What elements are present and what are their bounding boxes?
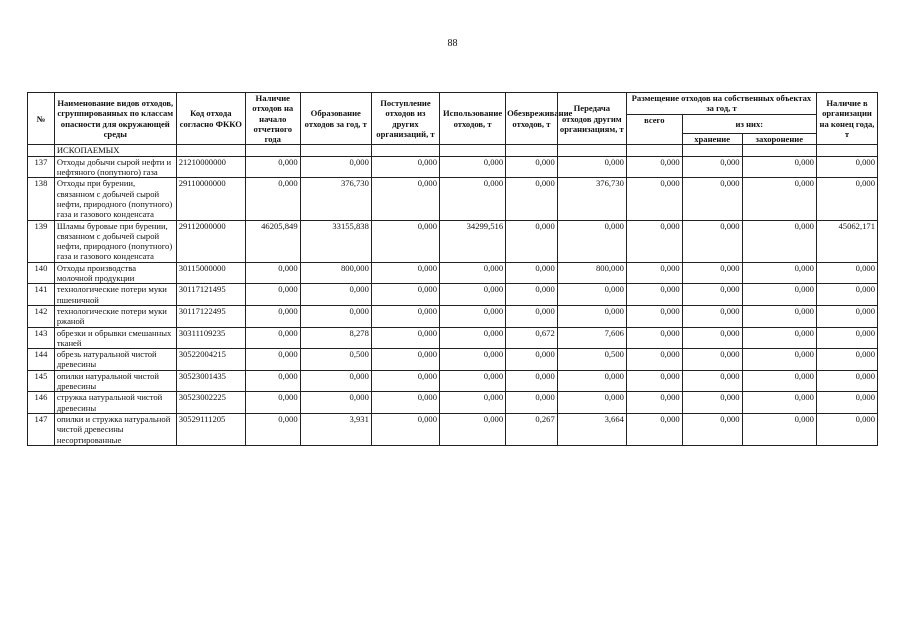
burial-amount: 0,000 <box>742 327 816 349</box>
placement-total: 0,000 <box>626 392 682 414</box>
placement-total: 0,000 <box>626 156 682 178</box>
table-row <box>28 220 878 262</box>
placement-total: 0,000 <box>626 262 682 284</box>
transferred-amount: 7,606 <box>557 327 626 349</box>
formed-amount: 33155,838 <box>300 220 371 262</box>
neutralized-amount: 0,000 <box>506 284 558 306</box>
placement-total: 0,000 <box>626 284 682 306</box>
placement-total: 0,000 <box>626 220 682 262</box>
fkko-code: 30117122495 <box>176 305 245 327</box>
table-cell <box>300 145 371 156</box>
end-amount: 0,000 <box>816 178 877 220</box>
fkko-code: 30529111205 <box>176 413 245 445</box>
received-amount: 0,000 <box>371 305 439 327</box>
formed-amount: 0,000 <box>300 392 371 414</box>
burial-amount: 0,000 <box>742 262 816 284</box>
transferred-amount: 0,000 <box>557 305 626 327</box>
header-formed: Образование отходов за год, т <box>300 93 371 145</box>
row-number: 147 <box>28 413 55 445</box>
received-amount: 0,000 <box>371 156 439 178</box>
used-amount: 0,000 <box>440 284 506 306</box>
header-code: Код отхода согласно ФККО <box>176 93 245 145</box>
waste-name: обрезки и обрывки смешанных тканей <box>54 327 176 349</box>
fkko-code: 30523002225 <box>176 392 245 414</box>
end-amount: 0,000 <box>816 305 877 327</box>
carry-over-text: ИСКОПАЕМЫХ <box>54 145 176 156</box>
neutralized-amount: 0,672 <box>506 327 558 349</box>
table-cell <box>742 145 816 156</box>
waste-name: обрезь натуральной чистой древесины <box>54 349 176 371</box>
waste-name: Шламы буровые при бурении, связанном с добычей сырой нефти, природного (попутного) газа и газового конденсата <box>54 220 176 262</box>
received-amount: 0,000 <box>371 284 439 306</box>
fkko-code: 30523001435 <box>176 370 245 392</box>
row-number: 144 <box>28 349 55 371</box>
storage-amount: 0,000 <box>682 156 742 178</box>
header-burial: захоронение <box>742 134 816 145</box>
fkko-code: 30522004215 <box>176 349 245 371</box>
transferred-amount: 376,730 <box>557 178 626 220</box>
row-number: 138 <box>28 178 55 220</box>
transferred-amount: 0,000 <box>557 284 626 306</box>
table-row <box>28 305 878 327</box>
formed-amount: 0,000 <box>300 305 371 327</box>
header-end: Наличие в организации на конец года, т <box>816 93 877 145</box>
table-row <box>28 178 878 220</box>
neutralized-amount: 0,000 <box>506 156 558 178</box>
transferred-amount: 0,500 <box>557 349 626 371</box>
formed-amount: 376,730 <box>300 178 371 220</box>
end-amount: 0,000 <box>816 156 877 178</box>
table-cell <box>626 145 682 156</box>
header-transferred: Передача отходов другим организациям, т <box>557 93 626 145</box>
received-amount: 0,000 <box>371 413 439 445</box>
received-amount: 0,000 <box>371 392 439 414</box>
header-storage: хранение <box>682 134 742 145</box>
fkko-code: 29110000000 <box>176 178 245 220</box>
start-amount: 0,000 <box>245 327 300 349</box>
start-amount: 0,000 <box>245 156 300 178</box>
neutralized-amount: 0,267 <box>506 413 558 445</box>
end-amount: 45062,171 <box>816 220 877 262</box>
end-amount: 0,000 <box>816 284 877 306</box>
used-amount: 0,000 <box>440 156 506 178</box>
transferred-amount: 0,000 <box>557 392 626 414</box>
formed-amount: 8,278 <box>300 327 371 349</box>
storage-amount: 0,000 <box>682 370 742 392</box>
start-amount: 46205,849 <box>245 220 300 262</box>
table-cell <box>506 145 558 156</box>
row-number: 141 <box>28 284 55 306</box>
waste-name: Отходы добычи сырой нефти и нефтяного (попутного) газа <box>54 156 176 178</box>
formed-amount: 0,000 <box>300 284 371 306</box>
neutralized-amount: 0,000 <box>506 392 558 414</box>
storage-amount: 0,000 <box>682 178 742 220</box>
table-row <box>28 327 878 349</box>
formed-amount: 0,500 <box>300 349 371 371</box>
table-cell <box>176 145 245 156</box>
fkko-code: 30117121495 <box>176 284 245 306</box>
header-name: Наименование видов отходов, сгруппированных по классам опасности для окружающей среды <box>54 93 176 145</box>
storage-amount: 0,000 <box>682 262 742 284</box>
start-amount: 0,000 <box>245 392 300 414</box>
table-row <box>28 156 878 178</box>
burial-amount: 0,000 <box>742 305 816 327</box>
used-amount: 0,000 <box>440 413 506 445</box>
waste-name: стружка натуральной чистой древесины <box>54 392 176 414</box>
row-number: 145 <box>28 370 55 392</box>
used-amount: 0,000 <box>440 262 506 284</box>
received-amount: 0,000 <box>371 349 439 371</box>
start-amount: 0,000 <box>245 178 300 220</box>
transferred-amount: 800,000 <box>557 262 626 284</box>
start-amount: 0,000 <box>245 413 300 445</box>
burial-amount: 0,000 <box>742 178 816 220</box>
table-row <box>28 349 878 371</box>
storage-amount: 0,000 <box>682 305 742 327</box>
header-total: всего <box>626 114 682 145</box>
received-amount: 0,000 <box>371 370 439 392</box>
neutralized-amount: 0,000 <box>506 178 558 220</box>
row-number: 143 <box>28 327 55 349</box>
header-num: № <box>28 93 55 145</box>
neutralized-amount: 0,000 <box>506 349 558 371</box>
table-cell <box>371 145 439 156</box>
placement-total: 0,000 <box>626 327 682 349</box>
waste-name: технологические потери муки пшеничной <box>54 284 176 306</box>
storage-amount: 0,000 <box>682 392 742 414</box>
fkko-code: 30115000000 <box>176 262 245 284</box>
header-start: Наличие отходов на начало отчетного года <box>245 93 300 145</box>
table-cell <box>28 145 55 156</box>
used-amount: 0,000 <box>440 392 506 414</box>
start-amount: 0,000 <box>245 305 300 327</box>
start-amount: 0,000 <box>245 262 300 284</box>
row-number: 142 <box>28 305 55 327</box>
storage-amount: 0,000 <box>682 284 742 306</box>
end-amount: 0,000 <box>816 392 877 414</box>
carry-over-row <box>28 145 878 156</box>
start-amount: 0,000 <box>245 349 300 371</box>
end-amount: 0,000 <box>816 262 877 284</box>
used-amount: 0,000 <box>440 349 506 371</box>
used-amount: 0,000 <box>440 327 506 349</box>
waste-name: технологические потери муки ржаной <box>54 305 176 327</box>
header-used: Использование отходов, т <box>440 93 506 145</box>
table-row <box>28 370 878 392</box>
formed-amount: 0,000 <box>300 156 371 178</box>
header-of-them: из них: <box>682 114 816 134</box>
table-row <box>28 262 878 284</box>
burial-amount: 0,000 <box>742 392 816 414</box>
used-amount: 0,000 <box>440 370 506 392</box>
formed-amount: 3,931 <box>300 413 371 445</box>
fkko-code: 30311109235 <box>176 327 245 349</box>
row-number: 137 <box>28 156 55 178</box>
table-row <box>28 392 878 414</box>
header-placement: Размещение отходов на собственных объектах за год, т <box>626 93 816 115</box>
storage-amount: 0,000 <box>682 349 742 371</box>
placement-total: 0,000 <box>626 349 682 371</box>
start-amount: 0,000 <box>245 370 300 392</box>
start-amount: 0,000 <box>245 284 300 306</box>
received-amount: 0,000 <box>371 220 439 262</box>
neutralized-amount: 0,000 <box>506 220 558 262</box>
row-number: 140 <box>28 262 55 284</box>
table-cell <box>245 145 300 156</box>
neutralized-amount: 0,000 <box>506 370 558 392</box>
fkko-code: 21210000000 <box>176 156 245 178</box>
end-amount: 0,000 <box>816 327 877 349</box>
formed-amount: 800,000 <box>300 262 371 284</box>
transferred-amount: 0,000 <box>557 220 626 262</box>
storage-amount: 0,000 <box>682 220 742 262</box>
formed-amount: 0,000 <box>300 370 371 392</box>
transferred-amount: 0,000 <box>557 370 626 392</box>
placement-total: 0,000 <box>626 305 682 327</box>
placement-total: 0,000 <box>626 413 682 445</box>
burial-amount: 0,000 <box>742 284 816 306</box>
burial-amount: 0,000 <box>742 413 816 445</box>
placement-total: 0,000 <box>626 178 682 220</box>
table-cell <box>557 145 626 156</box>
storage-amount: 0,000 <box>682 413 742 445</box>
waste-name: опилки натуральной чистой древесины <box>54 370 176 392</box>
burial-amount: 0,000 <box>742 156 816 178</box>
transferred-amount: 3,664 <box>557 413 626 445</box>
burial-amount: 0,000 <box>742 220 816 262</box>
waste-name: Отходы производства молочной продукции <box>54 262 176 284</box>
header-received: Поступление отходов из других организаций, т <box>371 93 439 145</box>
table-cell <box>682 145 742 156</box>
header-neutralized: Обезвреживание отходов, т <box>506 93 558 145</box>
placement-total: 0,000 <box>626 370 682 392</box>
used-amount: 0,000 <box>440 178 506 220</box>
page-number: 88 <box>447 38 458 49</box>
row-number: 139 <box>28 220 55 262</box>
neutralized-amount: 0,000 <box>506 262 558 284</box>
header-row <box>28 93 878 115</box>
table-row <box>28 413 878 445</box>
waste-name: Отходы при бурении, связанном с добычей сырой нефти, природного (попутного) газа и газового конденсата <box>54 178 176 220</box>
used-amount: 34299,516 <box>440 220 506 262</box>
fkko-code: 29112000000 <box>176 220 245 262</box>
burial-amount: 0,000 <box>742 370 816 392</box>
storage-amount: 0,000 <box>682 327 742 349</box>
end-amount: 0,000 <box>816 370 877 392</box>
table-cell <box>440 145 506 156</box>
received-amount: 0,000 <box>371 262 439 284</box>
received-amount: 0,000 <box>371 178 439 220</box>
received-amount: 0,000 <box>371 327 439 349</box>
waste-name: опилки и стружка натуральной чистой древесины несортированные <box>54 413 176 445</box>
transferred-amount: 0,000 <box>557 156 626 178</box>
table-cell <box>816 145 877 156</box>
used-amount: 0,000 <box>440 305 506 327</box>
waste-table <box>27 92 878 446</box>
end-amount: 0,000 <box>816 349 877 371</box>
neutralized-amount: 0,000 <box>506 305 558 327</box>
row-number: 146 <box>28 392 55 414</box>
burial-amount: 0,000 <box>742 349 816 371</box>
end-amount: 0,000 <box>816 413 877 445</box>
table-row <box>28 284 878 306</box>
